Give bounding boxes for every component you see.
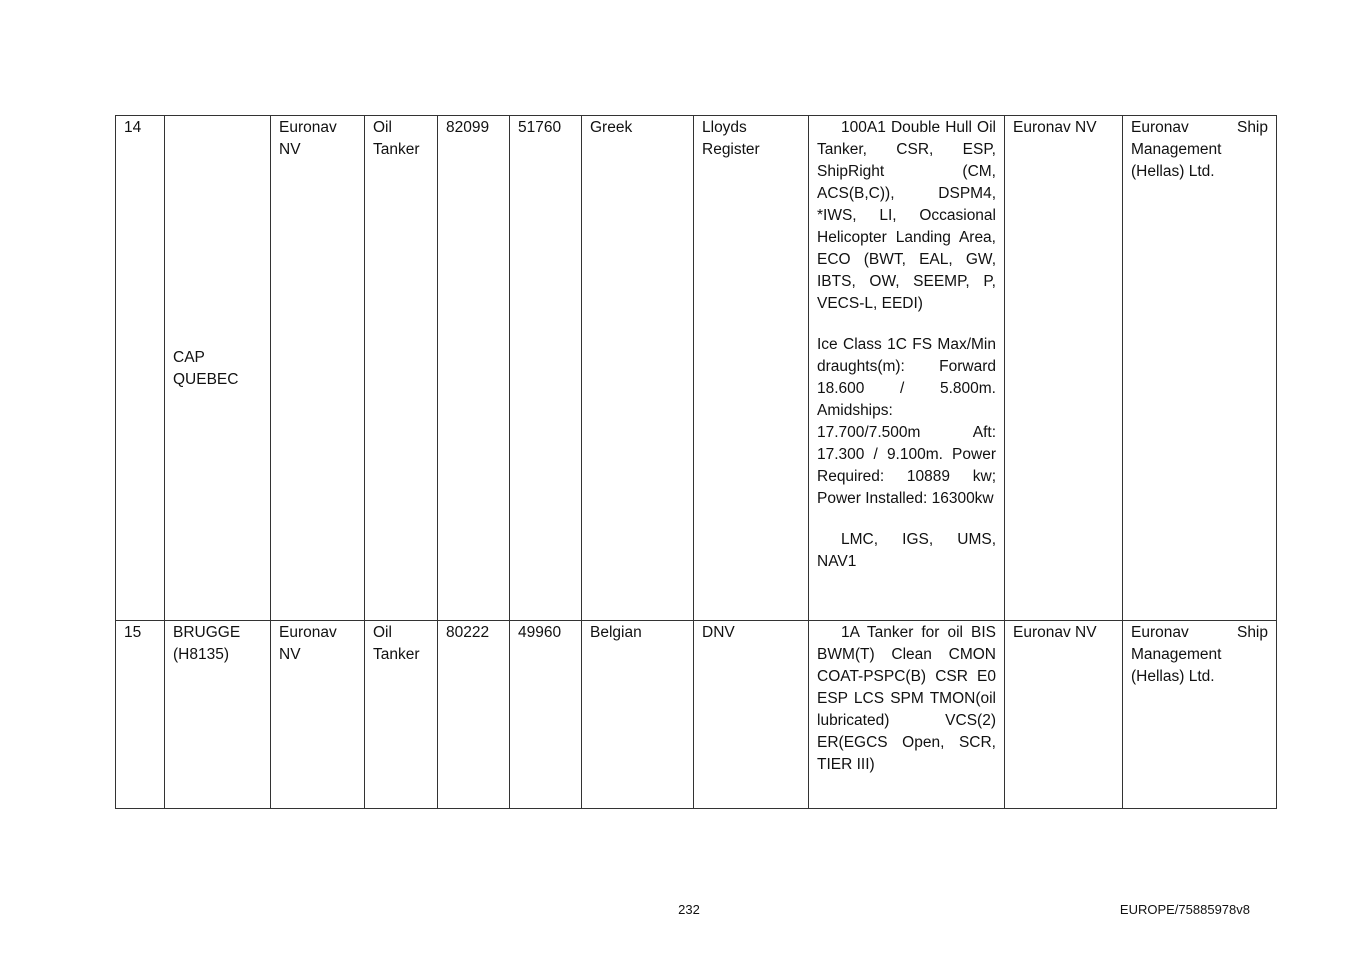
vessel-table	[115, 115, 1277, 809]
owner: Euronav NV	[271, 116, 365, 621]
class-notation-paragraph: 100A1 Double Hull Oil Tanker, CSR, ESP, ShipRight (CM, ACS(B,C)), DSPM4, *IWS, LI, Occasional Helicopter Landing Area, ECO (BWT, EAL, GW, IBTS, OW, SEEMP, P, VECS-L, EEDI)	[817, 119, 996, 312]
manager: Euronav Ship Management (Hellas) Ltd.	[1123, 116, 1277, 621]
operator: Euronav NV	[1005, 621, 1123, 809]
class-notation-paragraph: LMC, IGS, UMS, NAV1	[817, 531, 996, 570]
deadweight: 80222	[438, 621, 510, 809]
class-notation	[809, 621, 1005, 809]
vessel-name: BRUGGE (H8135)	[165, 621, 271, 809]
operator: Euronav NV	[1005, 116, 1123, 621]
class-society: DNV	[694, 621, 809, 809]
row-number: 15	[116, 621, 165, 809]
page-number: 232	[678, 902, 700, 917]
table-row	[116, 621, 1277, 809]
document-reference: EUROPE/75885978v8	[1119, 902, 1250, 917]
class-notation	[809, 116, 1005, 621]
vessel-type: Oil Tanker	[365, 116, 438, 621]
table-row	[116, 116, 1277, 621]
row-number: 14	[116, 116, 165, 621]
gross-tonnage: 49960	[510, 621, 582, 809]
deadweight: 82099	[438, 116, 510, 621]
class-notation-paragraph: 1A Tanker for oil BIS BWM(T) Clean CMON COAT-PSPC(B) CSR E0 ESP LCS SPM TMON(oil lubricated) VCS(2) ER(EGCS Open, SCR, TIER III)	[817, 624, 996, 773]
owner: Euronav NV	[271, 621, 365, 809]
flag: Belgian	[582, 621, 694, 809]
vessel-type: Oil Tanker	[365, 621, 438, 809]
class-notation-paragraph: Ice Class 1C FS Max/Min draughts(m): Forward 18.600 / 5.800m. Amidships: 17.700/7.500m Aft: 17.300 / 9.100m. Power Required: 10889 kw; Power Installed: 16300kw	[817, 336, 996, 507]
class-society: Lloyds Register	[694, 116, 809, 621]
manager: Euronav Ship Management (Hellas) Ltd.	[1123, 621, 1277, 809]
gross-tonnage: 51760	[510, 116, 582, 621]
vessel-name: CAP QUEBEC	[165, 116, 271, 621]
flag: Greek	[582, 116, 694, 621]
